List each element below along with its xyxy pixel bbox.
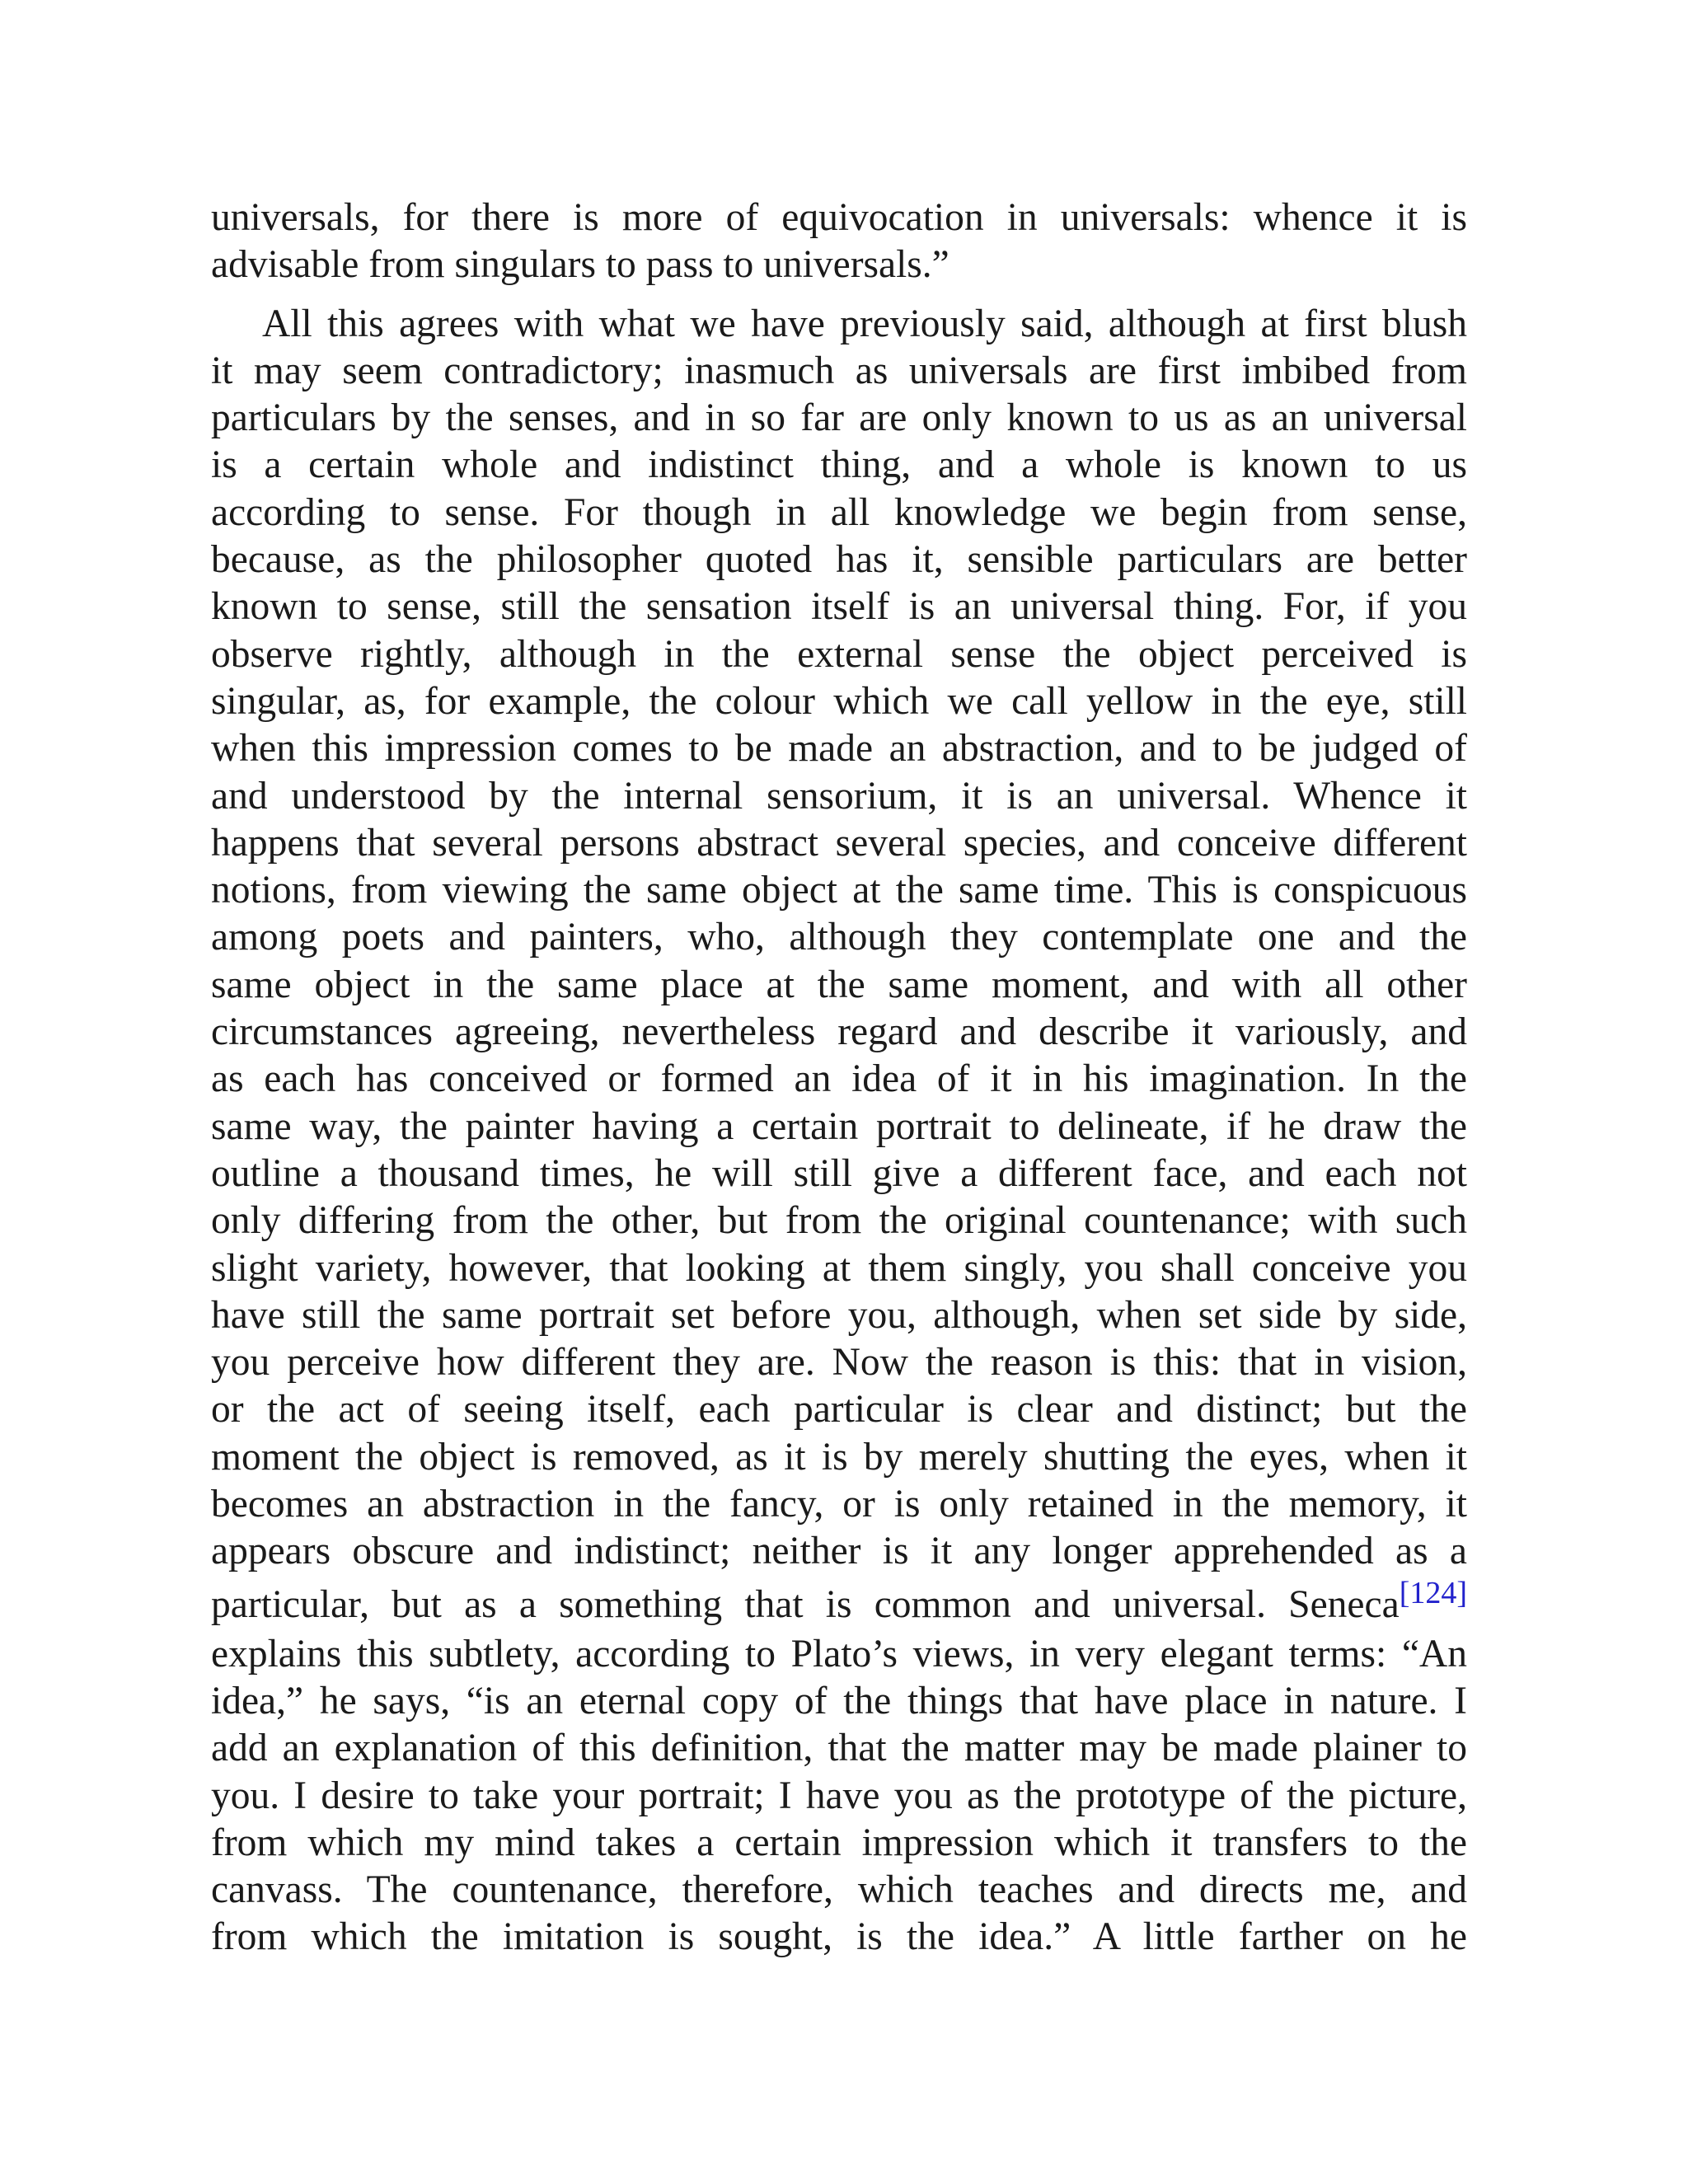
text-line: becomes an abstraction in the fancy, or is only retained in the memory, it xyxy=(211,1483,1467,1526)
text-line: canvass. The countenance, therefore, which teaches and directs me, and xyxy=(211,1868,1467,1912)
text-line: notions, from viewing the same object at the same time. This is conspicuous xyxy=(211,869,1467,912)
text-line: outline a thousand times, he will still give a different face, and each not xyxy=(211,1151,1467,1195)
text-line: slight variety, however, that looking at them singly, you shall conceive you xyxy=(211,1246,1467,1290)
text-line: you. I desire to take your portrait; I have you as the prototype of the picture, xyxy=(211,1774,1467,1817)
text-line: because, as the philosopher quoted has it, sensible particulars are better xyxy=(211,538,1467,582)
text-line: singular, as, for example, the colour which we call yellow in the eye, still xyxy=(211,679,1467,723)
text-line: particulars by the senses, and in so far are only known to us as an universal xyxy=(211,396,1467,440)
text-line: among poets and painters, who, although they contemplate one and the xyxy=(211,916,1467,959)
text-line: advisable from singulars to pass to universals.” xyxy=(211,243,950,287)
text-line: when this impression comes to be made an abstraction, and to be judged of xyxy=(211,727,1467,771)
text-line: happens that several persons abstract several species, and conceive different xyxy=(211,821,1467,865)
text-line: according to sense. For though in all knowledge we begin from sense, xyxy=(211,490,1467,534)
text-line: observe rightly, although in the external sense the object perceived is xyxy=(211,632,1467,676)
text-line-with-footnote xyxy=(211,1576,1467,1631)
text-line: as each has conceived or formed an idea of it in his imagination. In the xyxy=(211,1057,1467,1101)
text-line: from which the imitation is sought, is the idea.” A little farther on he xyxy=(211,1915,1467,1959)
text-line: is a certain whole and indistinct thing, and a whole is known to us xyxy=(211,443,1467,487)
text-line: circumstances agreeing, nevertheless regard and describe it variously, and xyxy=(211,1010,1467,1054)
text-line: from which my mind takes a certain impression which it transfers to the xyxy=(211,1821,1467,1864)
text-line: All this agrees with what we have previously said, although at first blush xyxy=(262,302,1467,345)
text-line: you perceive how different they are. Now the reason is this: that in vision, xyxy=(211,1341,1467,1385)
text-line: same way, the painter having a certain portrait to delineate, if he draw the xyxy=(211,1104,1467,1148)
text-line-segment: particular, but as a something that is common and universal. Seneca xyxy=(211,1582,1400,1626)
text-line: universals, for there is more of equivocation in universals: whence it is xyxy=(211,196,1467,239)
footnote-ref-link[interactable]: [124] xyxy=(1399,1575,1467,1610)
text-line: appears obscure and indistinct; neither is it any longer apprehended as a xyxy=(211,1530,1467,1573)
text-line: add an explanation of this definition, that the matter may be made plainer to xyxy=(211,1727,1467,1770)
text-line: or the act of seeing itself, each particular is clear and distinct; but the xyxy=(211,1388,1467,1432)
text-line: only differing from the other, but from the original countenance; with such xyxy=(211,1199,1467,1243)
document-page xyxy=(211,194,1467,1961)
text-line: known to sense, still the sensation itself is an universal thing. For, if you xyxy=(211,585,1467,629)
text-line: have still the same portrait set before you, although, when set side by side, xyxy=(211,1293,1467,1337)
text-line: it may seem contradictory; inasmuch as universals are first imbibed from xyxy=(211,349,1467,392)
paragraph-spacer xyxy=(211,289,1467,301)
paragraph-2 xyxy=(211,301,1467,1961)
text-line: idea,” he says, “is an eternal copy of the things that have place in nature. I xyxy=(211,1679,1467,1722)
text-line: and understood by the internal sensorium, it is an universal. Whence it xyxy=(211,774,1467,818)
text-line: same object in the same place at the same moment, and with all other xyxy=(211,963,1467,1006)
paragraph-1 xyxy=(211,194,1467,289)
text-line: explains this subtlety, according to Plato’s views, in very elegant terms: “An xyxy=(211,1632,1467,1675)
text-line: moment the object is removed, as it is by merely shutting the eyes, when it xyxy=(211,1435,1467,1479)
